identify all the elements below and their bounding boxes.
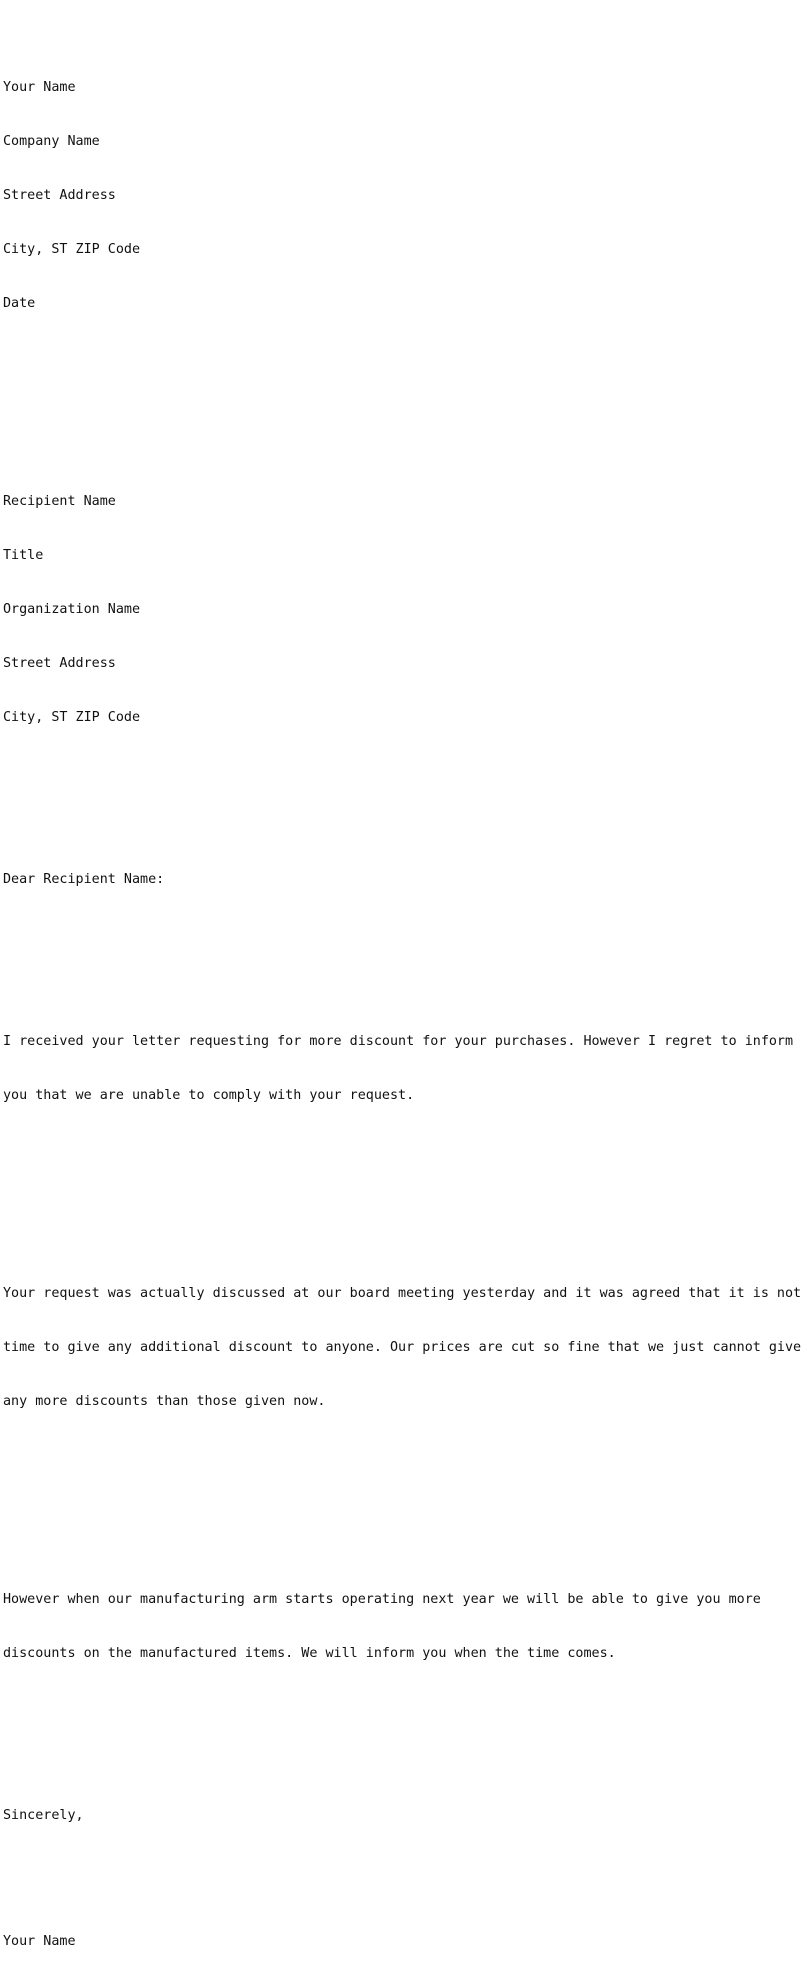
- sender-street: Street Address: [3, 188, 116, 203]
- paragraph-line: I received your letter requesting for more discount for your purchases. However I regret to inform: [3, 1034, 794, 1049]
- sender-block: [3, 43, 799, 349]
- letter-date: Date: [3, 296, 36, 311]
- salutation: Dear Recipient Name:: [3, 872, 165, 887]
- body-paragraph-2: [3, 1249, 799, 1447]
- recipient-organization: Organization Name: [3, 602, 141, 617]
- paragraph-line: you that we are unable to comply with your request.: [3, 1088, 415, 1103]
- spacer: [3, 925, 799, 943]
- recipient-name: Recipient Name: [3, 494, 116, 509]
- spacer: [3, 1483, 799, 1501]
- spacer: [3, 799, 799, 817]
- signature-name: Your Name: [3, 1934, 76, 1949]
- paragraph-line: Your request was actually discussed at our board meeting yesterday and it was agreed that it is not: [3, 1286, 801, 1301]
- letter-document: [3, 7, 799, 1969]
- sender-city: City, ST ZIP Code: [3, 242, 141, 257]
- recipient-city: City, ST ZIP Code: [3, 710, 141, 725]
- sender-name: Your Name: [3, 80, 76, 95]
- paragraph-line: However when our manufacturing arm starts operating next year we will be able to give you more: [3, 1592, 761, 1607]
- sender-company: Company Name: [3, 134, 100, 149]
- body-paragraph-3: [3, 1555, 799, 1699]
- spacer: [3, 1177, 799, 1195]
- spacer: [3, 385, 799, 403]
- paragraph-line: discounts on the manufactured items. We will inform you when the time comes.: [3, 1646, 616, 1661]
- body-paragraph-1: [3, 997, 799, 1141]
- recipient-title: Title: [3, 548, 44, 563]
- paragraph-line: any more discounts than those given now.: [3, 1394, 326, 1409]
- spacer: [3, 1735, 799, 1753]
- closing: Sincerely,: [3, 1808, 84, 1823]
- spacer: [3, 1861, 799, 1879]
- recipient-street: Street Address: [3, 656, 116, 671]
- recipient-block: [3, 457, 799, 763]
- paragraph-line: time to give any additional discount to anyone. Our prices are cut so fine that we just cannot give: [3, 1340, 801, 1355]
